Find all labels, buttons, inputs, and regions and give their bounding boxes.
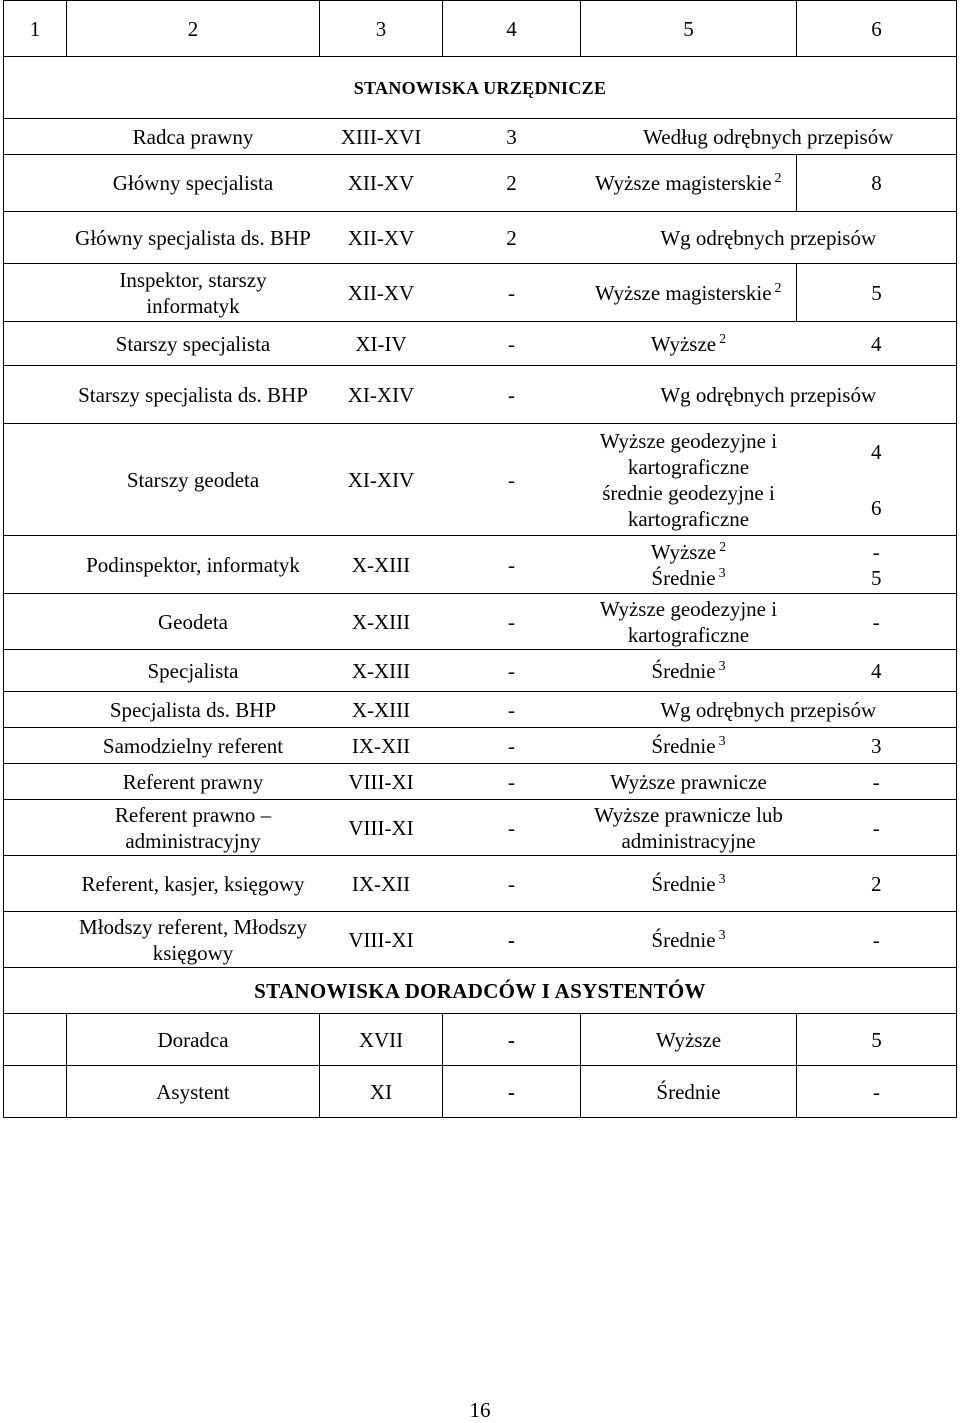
education	[581, 536, 797, 594]
education: Wyższe geodezyjne i kartograficzne	[581, 594, 797, 650]
education: Wyższe	[581, 1014, 797, 1066]
position-name: Starszy geodeta	[67, 424, 320, 536]
experience: -	[443, 912, 581, 968]
position-name: Radca prawny	[67, 119, 320, 155]
grade: XI	[320, 1066, 443, 1118]
years: 5	[797, 1014, 957, 1066]
years-value: 4	[871, 439, 882, 464]
years: -	[797, 912, 957, 968]
years: 3	[797, 728, 957, 764]
experience: 3	[443, 119, 581, 155]
grade: XI-IV	[320, 322, 443, 366]
header-cell: 1	[4, 1, 67, 57]
section-title-doradcow: STANOWISKA DORADCÓW I ASYSTENTÓW	[4, 968, 957, 1014]
grade: X-XIII	[320, 650, 443, 692]
grade: X-XIII	[320, 692, 443, 728]
education-text: Średnie	[651, 658, 716, 683]
position-name: Główny specjalista	[67, 155, 320, 212]
grade: XI-XIV	[320, 424, 443, 536]
years: 4	[797, 650, 957, 692]
grade: X-XIII	[320, 594, 443, 650]
experience: -	[443, 536, 581, 594]
position-name: Specjalista ds. BHP	[67, 692, 320, 728]
footnote-marker: 3	[718, 733, 726, 749]
experience: -	[443, 1066, 581, 1118]
grade: VIII-XI	[320, 764, 443, 800]
table-row	[4, 1014, 957, 1066]
grade: XIII-XVI	[320, 119, 443, 155]
footnote-marker: 2	[774, 171, 782, 186]
experience: -	[443, 856, 581, 912]
years: -	[797, 1066, 957, 1118]
table-row	[4, 692, 957, 728]
education-text: Wyższe magisterskie	[594, 280, 772, 305]
education: Wyższe prawnicze lub administracyjne	[581, 800, 797, 856]
table-row	[4, 856, 957, 912]
education: Średnie	[581, 1066, 797, 1118]
education-text: Średnie	[651, 871, 716, 896]
footnote-marker: 3	[718, 871, 726, 887]
footnote-marker: 2	[719, 331, 727, 347]
table-row	[4, 264, 957, 322]
table-row	[4, 536, 957, 594]
position-name: Referent, kasjer, księgowy	[67, 856, 320, 912]
positions-table	[3, 0, 957, 1118]
education	[581, 322, 797, 366]
grade: XI-XIV	[320, 366, 443, 424]
education	[581, 856, 797, 912]
position-name: Referent prawny	[67, 764, 320, 800]
experience: -	[443, 264, 581, 322]
table-row	[4, 764, 957, 800]
education: Wg odrębnych przepisów	[581, 212, 957, 264]
years-value: 5	[871, 565, 882, 590]
table-row	[4, 912, 957, 968]
education-text: średnie geodezyjne i kartograficzne	[602, 480, 775, 531]
education	[581, 424, 797, 536]
years: -	[797, 764, 957, 800]
section-row	[4, 57, 957, 119]
header-cell: 6	[797, 1, 957, 57]
years: 8	[797, 155, 957, 212]
experience: 2	[443, 212, 581, 264]
experience: -	[443, 322, 581, 366]
grade: IX-XII	[320, 856, 443, 912]
education-text: Wyższe geodezyjne i kartograficzne	[599, 428, 778, 479]
education-text: Średnie	[651, 565, 716, 590]
education-line	[585, 539, 793, 565]
header-row	[4, 1, 957, 57]
table-row	[4, 322, 957, 366]
years: 5	[797, 264, 957, 322]
header-cell: 4	[443, 1, 581, 57]
table-row	[4, 650, 957, 692]
years: 2	[797, 856, 957, 912]
experience: -	[443, 366, 581, 424]
header-cell: 3	[320, 1, 443, 57]
grade: IX-XII	[320, 728, 443, 764]
position-name: Samodzielny referent	[67, 728, 320, 764]
years: -	[797, 800, 957, 856]
years	[797, 536, 957, 594]
position-name: Doradca	[67, 1014, 320, 1066]
position-name: Inspektor, starszy informatyk	[67, 264, 320, 322]
experience: -	[443, 764, 581, 800]
experience: -	[443, 650, 581, 692]
experience: -	[443, 728, 581, 764]
footnote-marker: 3	[718, 658, 726, 674]
footnote-marker: 2	[774, 280, 782, 296]
table-row	[4, 366, 957, 424]
position-name: Specjalista	[67, 650, 320, 692]
grade: XII-XV	[320, 212, 443, 264]
section-row	[4, 968, 957, 1014]
education	[581, 155, 797, 212]
education: Wg odrębnych przepisów	[581, 692, 957, 728]
education	[581, 728, 797, 764]
grade: XII-XV	[320, 264, 443, 322]
education: Wyższe prawnicze	[581, 764, 797, 800]
education-text: Średnie	[651, 927, 716, 952]
education-text: Wyższe magisterskie	[594, 171, 772, 195]
years: -	[797, 594, 957, 650]
position-name: Asystent	[67, 1066, 320, 1118]
years-value: 6	[871, 495, 882, 520]
position-name: Młodszy referent, Młodszy księgowy	[67, 912, 320, 968]
table-row	[4, 424, 957, 536]
education-line	[585, 565, 793, 591]
education	[581, 912, 797, 968]
experience: -	[443, 692, 581, 728]
grade: X-XIII	[320, 536, 443, 594]
experience: -	[443, 594, 581, 650]
position-name: Geodeta	[67, 594, 320, 650]
years: 4	[797, 322, 957, 366]
page-number: 16	[469, 1398, 491, 1422]
education-text: Średnie	[651, 733, 716, 758]
experience: 2	[443, 155, 581, 212]
education-text: Wyższe	[650, 331, 717, 356]
table-row	[4, 1066, 957, 1118]
education: Wg odrębnych przepisów	[581, 366, 957, 424]
position-name: Główny specjalista ds. BHP	[67, 212, 320, 264]
years	[797, 424, 957, 536]
education-text: Wyższe	[650, 539, 717, 564]
table-row	[4, 800, 957, 856]
education	[581, 650, 797, 692]
grade: VIII-XI	[320, 912, 443, 968]
grade: XII-XV	[320, 155, 443, 212]
table-row	[4, 594, 957, 650]
years-value: -	[872, 539, 880, 564]
position-name: Starszy specjalista ds. BHP	[67, 366, 320, 424]
header-cell: 2	[67, 1, 320, 57]
position-name: Podinspektor, informatyk	[67, 536, 320, 594]
section-title-urzednicze: STANOWISKA URZĘDNICZE	[4, 57, 957, 119]
education: Według odrębnych przepisów	[581, 119, 957, 155]
header-cell: 5	[581, 1, 797, 57]
position-name: Starszy specjalista	[67, 322, 320, 366]
experience: -	[443, 800, 581, 856]
experience: -	[443, 1014, 581, 1066]
grade: XVII	[320, 1014, 443, 1066]
education	[581, 264, 797, 322]
table-row	[4, 155, 957, 212]
footnote-marker: 3	[718, 927, 726, 943]
table-row	[4, 728, 957, 764]
position-name: Referent prawno – administracyjny	[67, 800, 320, 856]
table-row	[4, 212, 957, 264]
experience: -	[443, 424, 581, 536]
footnote-marker: 3	[718, 565, 726, 581]
table-row	[4, 119, 957, 155]
footnote-marker: 2	[719, 539, 727, 555]
grade: VIII-XI	[320, 800, 443, 856]
